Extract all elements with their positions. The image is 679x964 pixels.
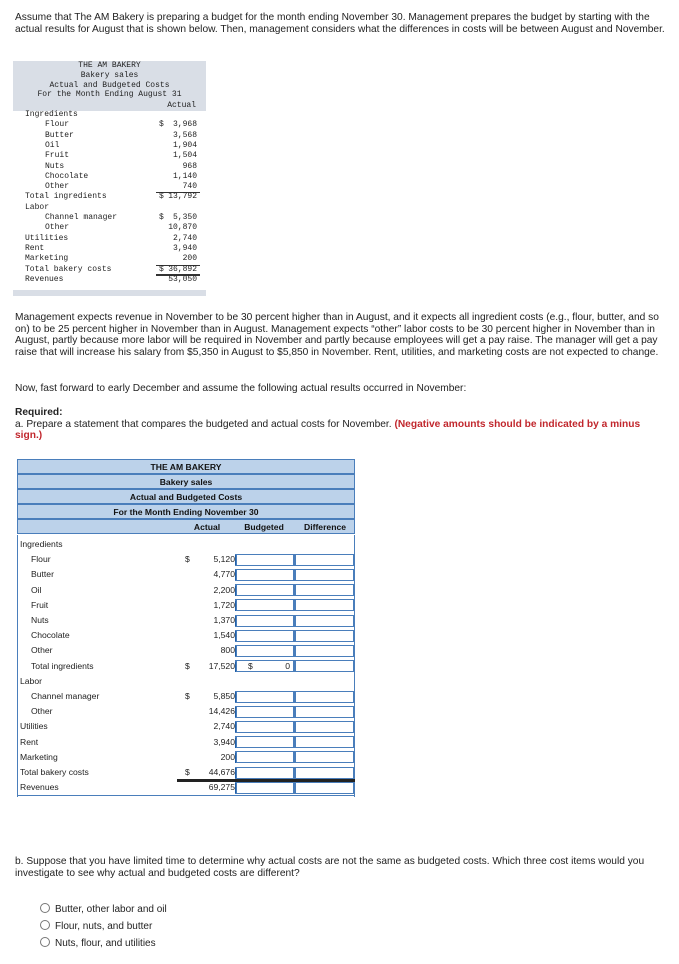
budgeted-input[interactable] <box>235 599 294 611</box>
august-row-currency: $ <box>159 264 164 274</box>
input-cursor-icon <box>235 753 236 763</box>
difference-input[interactable] <box>294 751 354 763</box>
nov-row-actual: 200 <box>220 751 235 762</box>
november-table <box>17 459 355 797</box>
budgeted-input[interactable] <box>235 767 294 779</box>
nov-row-actual: 69,275 <box>208 782 235 793</box>
nov-table-row <box>17 583 355 598</box>
august-table-header <box>13 61 206 111</box>
nov-row-actual: 17,520 <box>208 660 235 671</box>
august-table-footer <box>13 290 206 296</box>
input-cursor-icon <box>235 768 236 778</box>
august-row-label: Labor <box>25 202 50 212</box>
intro-text: Assume that The AM Bakery is preparing a budget for the month ending November 30. Management prepares the budget by starting with the actual results for August that is shown below. Then, management considers what the differences in costs will be between August and November. <box>15 12 665 35</box>
nov-row-actual: 44,676 <box>208 767 235 777</box>
nov-title-2: Bakery sales <box>17 474 355 489</box>
budgeted-input[interactable] <box>235 615 294 627</box>
nov-row-currency: $ <box>185 767 190 777</box>
radio-circle-icon[interactable] <box>40 937 50 947</box>
difference-input[interactable] <box>294 630 354 642</box>
nov-row-label: Channel manager <box>31 691 100 701</box>
nov-title-3: Actual and Budgeted Costs <box>17 489 355 504</box>
part-a-note: (Negative amounts should be indicated by a minus sign.) <box>15 418 641 441</box>
difference-input[interactable] <box>294 721 354 733</box>
option-2-label: Flour, nuts, and butter <box>55 921 153 932</box>
nov-table-row <box>17 719 355 734</box>
august-row-label: Flour <box>45 120 70 130</box>
difference-input[interactable] <box>294 569 354 581</box>
difference-input[interactable] <box>294 736 354 748</box>
input-cursor-icon <box>235 662 236 672</box>
nov-table-row <box>17 674 355 689</box>
part-b-question: b. Suppose that you have limited time to determine why actual costs are not the same as budgeted costs. Which three cost items would you investigate to see why actual and budgeted costs are different? <box>15 856 645 879</box>
difference-input[interactable] <box>294 584 354 596</box>
input-cursor-icon <box>235 601 236 611</box>
nov-row-label: Other <box>31 645 53 656</box>
august-row-label: Ingredients <box>25 110 78 119</box>
radio-circle-icon[interactable] <box>40 903 50 913</box>
budgeted-input[interactable] <box>235 751 294 763</box>
august-row-label: Rent <box>25 243 45 253</box>
august-row-label: Channel manager <box>45 213 118 222</box>
august-row-value: 36,892 <box>168 264 197 274</box>
august-row <box>13 244 219 254</box>
august-row-value: 2,740 <box>172 233 197 243</box>
nov-title-1: THE AM BAKERY <box>17 459 355 474</box>
nov-table-row <box>17 689 355 704</box>
august-row-value: 53,050 <box>168 274 197 284</box>
nov-row-actual: 14,426 <box>208 706 235 717</box>
august-row-label: Revenues <box>25 274 64 284</box>
august-row-value: 1,140 <box>172 171 197 181</box>
august-table-body <box>13 110 219 290</box>
part-a-text: a. Prepare a statement that compares the budgeted and actual costs for November. <box>15 418 392 430</box>
difference-input[interactable] <box>294 782 354 794</box>
difference-input[interactable] <box>294 706 354 718</box>
august-row <box>13 223 219 233</box>
august-row-value: 3,568 <box>172 130 197 140</box>
budgeted-value: 0 <box>285 661 290 672</box>
august-row-value: 13,792 <box>168 192 197 202</box>
august-row <box>13 120 219 130</box>
difference-input[interactable] <box>294 599 354 611</box>
august-col-actual: Actual <box>167 101 196 110</box>
col-difference: Difference <box>303 522 347 532</box>
august-row <box>13 172 219 182</box>
august-row-label: Total ingredients <box>25 192 107 202</box>
november-intro-text: Now, fast forward to early December and assume the following actual results occurred in November: <box>15 383 467 394</box>
nov-row-label: Other <box>31 706 53 717</box>
august-row-label: Total bakery costs <box>25 264 112 274</box>
assumptions-text: Management expects revenue in November to be 30 percent higher than in August, and it expects all ingredient costs (e.g., flour, butter, and so on) to be 25 percent higher in November than in August. Management expects “other” labor costs to be 30 percent higher in November than in August, partly because more labor will be required in November and partly because employees will get a pay raise. The manager will get a pay raise that will increase his salary from $5,350 in August to $5,850 in November. Rent, utilities, and marketing costs are not expected to change. <box>15 312 659 358</box>
input-cursor-icon <box>235 631 236 641</box>
input-cursor-icon <box>235 586 236 596</box>
difference-input[interactable] <box>294 554 354 566</box>
nov-table-row <box>17 765 355 780</box>
august-row-label: Butter <box>45 130 74 140</box>
nov-title-4: For the Month Ending November 30 <box>17 504 355 519</box>
col-actual: Actual <box>193 522 221 532</box>
input-cursor-icon <box>235 646 236 656</box>
august-row-value: 3,968 <box>172 120 197 130</box>
nov-row-label: Butter <box>31 569 54 580</box>
budgeted-input[interactable] <box>235 706 294 718</box>
august-row-label: Chocolate <box>45 171 89 181</box>
nov-row-actual: 5,120 <box>213 554 235 565</box>
input-cursor-icon <box>235 722 236 732</box>
budgeted-input[interactable] <box>235 691 294 703</box>
august-row <box>13 151 219 161</box>
august-row-value: 5,350 <box>172 213 197 222</box>
august-title-3: Actual and Budgeted Costs <box>49 80 170 90</box>
nov-table-row <box>17 613 355 628</box>
budgeted-input[interactable] <box>235 645 294 657</box>
nov-row-actual: 2,200 <box>213 584 235 595</box>
difference-input[interactable] <box>294 660 354 672</box>
nov-row-label: Chocolate <box>31 630 70 641</box>
option-2[interactable] <box>40 920 152 932</box>
august-row-label: Other <box>45 182 70 192</box>
nov-row-label: Rent <box>20 736 39 747</box>
input-cursor-icon <box>235 738 236 748</box>
nov-row-label: Ingredients <box>20 539 63 549</box>
budgeted-input[interactable] <box>235 630 294 642</box>
nov-row-actual: 3,940 <box>213 736 235 747</box>
nov-table-row <box>17 643 355 658</box>
nov-table-row <box>17 628 355 643</box>
august-row-value: 1,904 <box>172 140 197 150</box>
option-3[interactable] <box>40 937 156 949</box>
august-row <box>13 213 219 223</box>
input-cursor-icon <box>235 616 236 626</box>
august-row-label: Utilities <box>25 233 69 243</box>
august-row-label: Oil <box>45 140 60 150</box>
nov-table-row <box>17 735 355 750</box>
difference-input[interactable] <box>294 615 354 627</box>
august-title-4: For the Month Ending August 31 <box>37 90 182 100</box>
august-row-label: Other <box>45 223 70 233</box>
nov-row-label: Marketing <box>20 751 58 762</box>
part-a-question <box>15 419 665 442</box>
nov-row-actual: 1,540 <box>213 630 235 641</box>
nov-table-row <box>17 598 355 613</box>
nov-row-actual: 800 <box>220 645 235 656</box>
difference-input[interactable] <box>294 691 354 703</box>
august-row-currency: $ <box>159 192 164 202</box>
nov-table-row <box>17 552 355 567</box>
august-row <box>13 192 219 202</box>
required-label: Required: <box>15 407 63 418</box>
nov-row-actual: 1,720 <box>213 599 235 610</box>
radio-circle-icon[interactable] <box>40 920 50 930</box>
nov-row-label: Flour <box>31 554 51 565</box>
august-row <box>13 275 219 285</box>
nov-table-row <box>17 704 355 719</box>
nov-row-label: Oil <box>31 584 42 595</box>
nov-row-actual: 5,850 <box>213 691 235 701</box>
august-row-label: Marketing <box>25 254 69 264</box>
august-row-value: 10,870 <box>168 223 197 233</box>
nov-row-currency: $ <box>185 554 190 565</box>
budgeted-input[interactable] <box>235 554 294 566</box>
august-row <box>13 254 219 264</box>
august-row <box>13 131 219 141</box>
nov-row-label: Nuts <box>31 615 49 625</box>
august-row <box>13 110 219 120</box>
nov-row-actual: 1,370 <box>213 615 235 625</box>
nov-table-row <box>17 780 355 795</box>
august-row-currency: $ <box>159 213 164 222</box>
august-row <box>13 141 219 151</box>
august-row-value: 1,504 <box>172 151 197 161</box>
nov-row-label: Fruit <box>31 599 49 610</box>
budgeted-input[interactable] <box>235 584 294 596</box>
option-1-label: Butter, other labor and oil <box>55 904 167 915</box>
august-row-value: 968 <box>182 161 197 171</box>
august-row <box>13 182 219 192</box>
nov-row-label: Labor <box>20 675 42 686</box>
difference-input[interactable] <box>294 767 354 779</box>
august-row-value: 740 <box>182 182 197 192</box>
difference-input[interactable] <box>294 645 354 657</box>
nov-row-currency: $ <box>185 691 190 701</box>
option-3-label: Nuts, flour, and utilities <box>55 938 156 949</box>
col-budgeted: Budgeted <box>244 522 284 532</box>
budgeted-currency: $ <box>248 661 253 672</box>
input-cursor-icon <box>235 783 236 793</box>
nov-bottom-border <box>17 795 355 796</box>
august-row <box>13 234 219 244</box>
budgeted-input[interactable] <box>235 660 294 672</box>
budgeted-input[interactable] <box>235 721 294 733</box>
budgeted-input[interactable] <box>235 782 294 794</box>
nov-row-label: Revenues <box>20 782 59 793</box>
nov-row-actual: 2,740 <box>213 721 235 732</box>
input-cursor-icon <box>235 570 236 580</box>
nov-table-row <box>17 567 355 582</box>
nov-row-label: Utilities <box>20 721 48 732</box>
budgeted-input[interactable] <box>235 736 294 748</box>
nov-row-actual: 4,770 <box>213 569 235 580</box>
input-cursor-icon <box>235 692 236 702</box>
august-row <box>13 203 219 213</box>
nov-table-row <box>17 750 355 765</box>
required-section <box>15 407 665 442</box>
budgeted-input[interactable] <box>235 569 294 581</box>
nov-row-label: Total bakery costs <box>20 767 89 777</box>
input-cursor-icon <box>235 707 236 717</box>
august-row-label: Nuts <box>45 161 65 171</box>
august-row-label: Fruit <box>45 151 70 161</box>
nov-table-row <box>17 537 355 552</box>
august-row <box>13 162 219 172</box>
august-title-1: THE AM BAKERY <box>78 61 141 70</box>
august-row-value: 3,940 <box>172 243 197 253</box>
august-row-value: 200 <box>182 254 197 264</box>
nov-table-row <box>17 659 355 674</box>
nov-row-currency: $ <box>185 660 190 671</box>
input-cursor-icon <box>235 555 236 565</box>
nov-row-label: Total ingredients <box>31 660 94 671</box>
august-title-2: Bakery sales <box>80 70 139 80</box>
august-row-currency: $ <box>159 120 164 130</box>
option-1[interactable] <box>40 903 167 915</box>
